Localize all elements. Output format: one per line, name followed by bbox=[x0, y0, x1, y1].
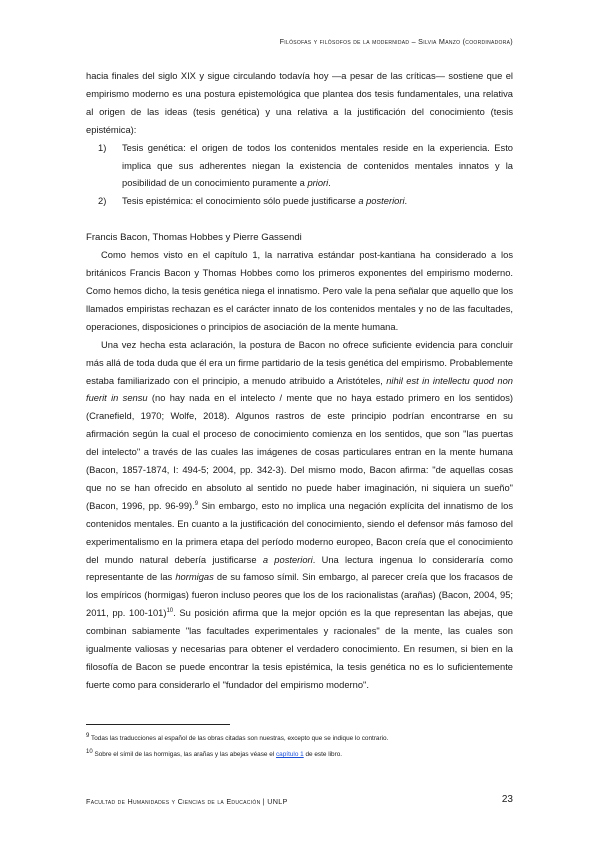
thesis-list bbox=[86, 140, 513, 212]
footnote-10 bbox=[86, 747, 513, 763]
list-text: Tesis genética: el origen de todos los contenidos mentales reside en la experiencia. Esto implica que sus adherentes niegan la existencia de contenidos mentales innatos y la posibilidad de un conocimiento puramente a bbox=[122, 142, 513, 189]
footnote-number: 10 bbox=[86, 748, 93, 755]
emphasis-a-posteriori: a posteriori bbox=[262, 554, 313, 565]
paragraph-text: (no hay nada en el intelecto / mente que no haya estado primero en los sentidos) (Cranefield, 1970; Wolfe, 2018). Algunos rastros de este principio podrían encontrarse en su afirmación según la cual el proceso de conocimiento comienza en los sentidos, que son "las puertas del intelecto" a través de las cuales las imágenes de cosas particulares entran en la mente humana (Bacon, 1857-1874, I: 494-5; 2004, pp. 342-3). Del mismo modo, Bacon afirma: "de aquellas cosas que no se han ofrecido en absoluto al sentido no puede haber imaginación, ni siquiera un sueño" (Bacon, 1996, pp. 96-99). bbox=[86, 393, 514, 511]
paragraph-text: Sin embargo, esto no implica una negación explícita del innatismo de los contenidos mentales. En cuanto a la justificación del conocimiento, siendo el defensor más famoso del experimentalismo en la primera etapa del período moderno europeo, Bacon creía que el conocimiento del mundo natural debería justificarse bbox=[86, 500, 513, 565]
section-heading: Francis Bacon, Thomas Hobbes y Pierre Gassendi bbox=[86, 232, 302, 244]
emphasis-hormigas: hormigas bbox=[175, 572, 214, 583]
footnotes bbox=[86, 724, 513, 763]
list-emphasis: a posteriori bbox=[358, 196, 405, 207]
paragraph-text: de su famoso símil. Sin embargo, al parecer creía que los fracasos de los empíricos (hormigas) fueron incluso peores que los de los racionalistas (arañas) (Bacon, 2004, 95; 2011, pp. 100-101) bbox=[86, 572, 513, 619]
paragraph-text: . Su posición afirma que la mejor opción es la que representan las abejas, que combinan sabiamente "las facultades experimentales y racionales" de la mente, las cuales son igualmente valiosas y necesarias para obtener el verdadero conocimiento. En resumen, si bien en la filosofía de Bacon se puede encontrar la tesis epistémica, la tesis genética no es lo suficientemente fuerte como para considerarlo el "fundador del empirismo moderno". bbox=[86, 608, 513, 690]
list-emphasis: priori bbox=[307, 178, 329, 189]
page-footer: Facultad de Humanidades y Ciencias de la Educación | UNLP bbox=[86, 797, 288, 806]
footnote-ref-9[interactable]: 9 bbox=[194, 500, 199, 507]
main-text bbox=[86, 68, 513, 695]
footnote-text: Todas las traducciones al español de las obras citadas son nuestras, excepto que se indique lo contrario. bbox=[91, 735, 389, 742]
page-number: 23 bbox=[501, 794, 513, 805]
list-number: 2) bbox=[98, 196, 107, 207]
list-item-epistemic-thesis bbox=[86, 193, 513, 211]
list-text: Tesis epistémica: el conocimiento sólo puede justificarse bbox=[122, 196, 359, 207]
chapter-link[interactable]: capítulo 1 bbox=[275, 751, 304, 758]
footnote-text-end: de este libro. bbox=[303, 751, 343, 758]
list-text-end: . bbox=[328, 178, 331, 189]
footnote-text: Sobre el símil de las hormigas, las arañas y las abejas véase el bbox=[94, 751, 276, 758]
list-number: 1) bbox=[98, 142, 107, 153]
footnote-9 bbox=[86, 731, 513, 747]
section-paragraph-2 bbox=[86, 337, 513, 695]
paragraph-text: Una vez hecha esta aclaración, la postura de Bacon no ofrece suficiente evidencia para concluir más allá de toda duda que él era un firme partidario de la tesis genética del empirismo. Probablemente estaba familiarizado con el principio, a menudo atribuido a Aristóteles, bbox=[86, 339, 513, 386]
latin-phrase: nihil est in intellectu quod non fuerit in sensu bbox=[86, 375, 513, 404]
list-item-genetic-thesis bbox=[86, 140, 513, 194]
footnote-number: 9 bbox=[86, 732, 90, 739]
list-text-end: . bbox=[404, 196, 408, 207]
running-header: Filósofas y filósofos de la modernidad – Silvia Manzo (coordinadora) bbox=[279, 37, 513, 46]
section-paragraph-1: Como hemos visto en el capítulo 1, la narrativa estándar post-kantiana ha considerado a los británicos Francis Bacon y Thomas Hobbes como los primeros exponentes del empirismo moderno. Como hemos dicho, la tesis genética niega el innatismo. Pero vale la pena señalar que aquello que los llamados empiristas rechazan es el carácter innato de los contenidos mentales y no de las facultades, operaciones, disposiciones o principios de asociación de la mente humana. bbox=[86, 250, 513, 332]
paragraph-text: . Una lectura ingenua lo consideraría como representante de las bbox=[86, 554, 513, 583]
intro-paragraph: hacia finales del siglo XIX y sigue circulando todavía hoy —a pesar de las críticas— sostiene que el empirismo moderno es una postura epistemológica que plantea dos tesis fundamentales, una relativa al origen de las ideas (tesis genética) y una relativa a la justificación del conocimiento (tesis epistémica): bbox=[86, 71, 513, 135]
footnote-rule bbox=[86, 724, 230, 725]
footnote-ref-10[interactable]: 10 bbox=[166, 608, 174, 615]
